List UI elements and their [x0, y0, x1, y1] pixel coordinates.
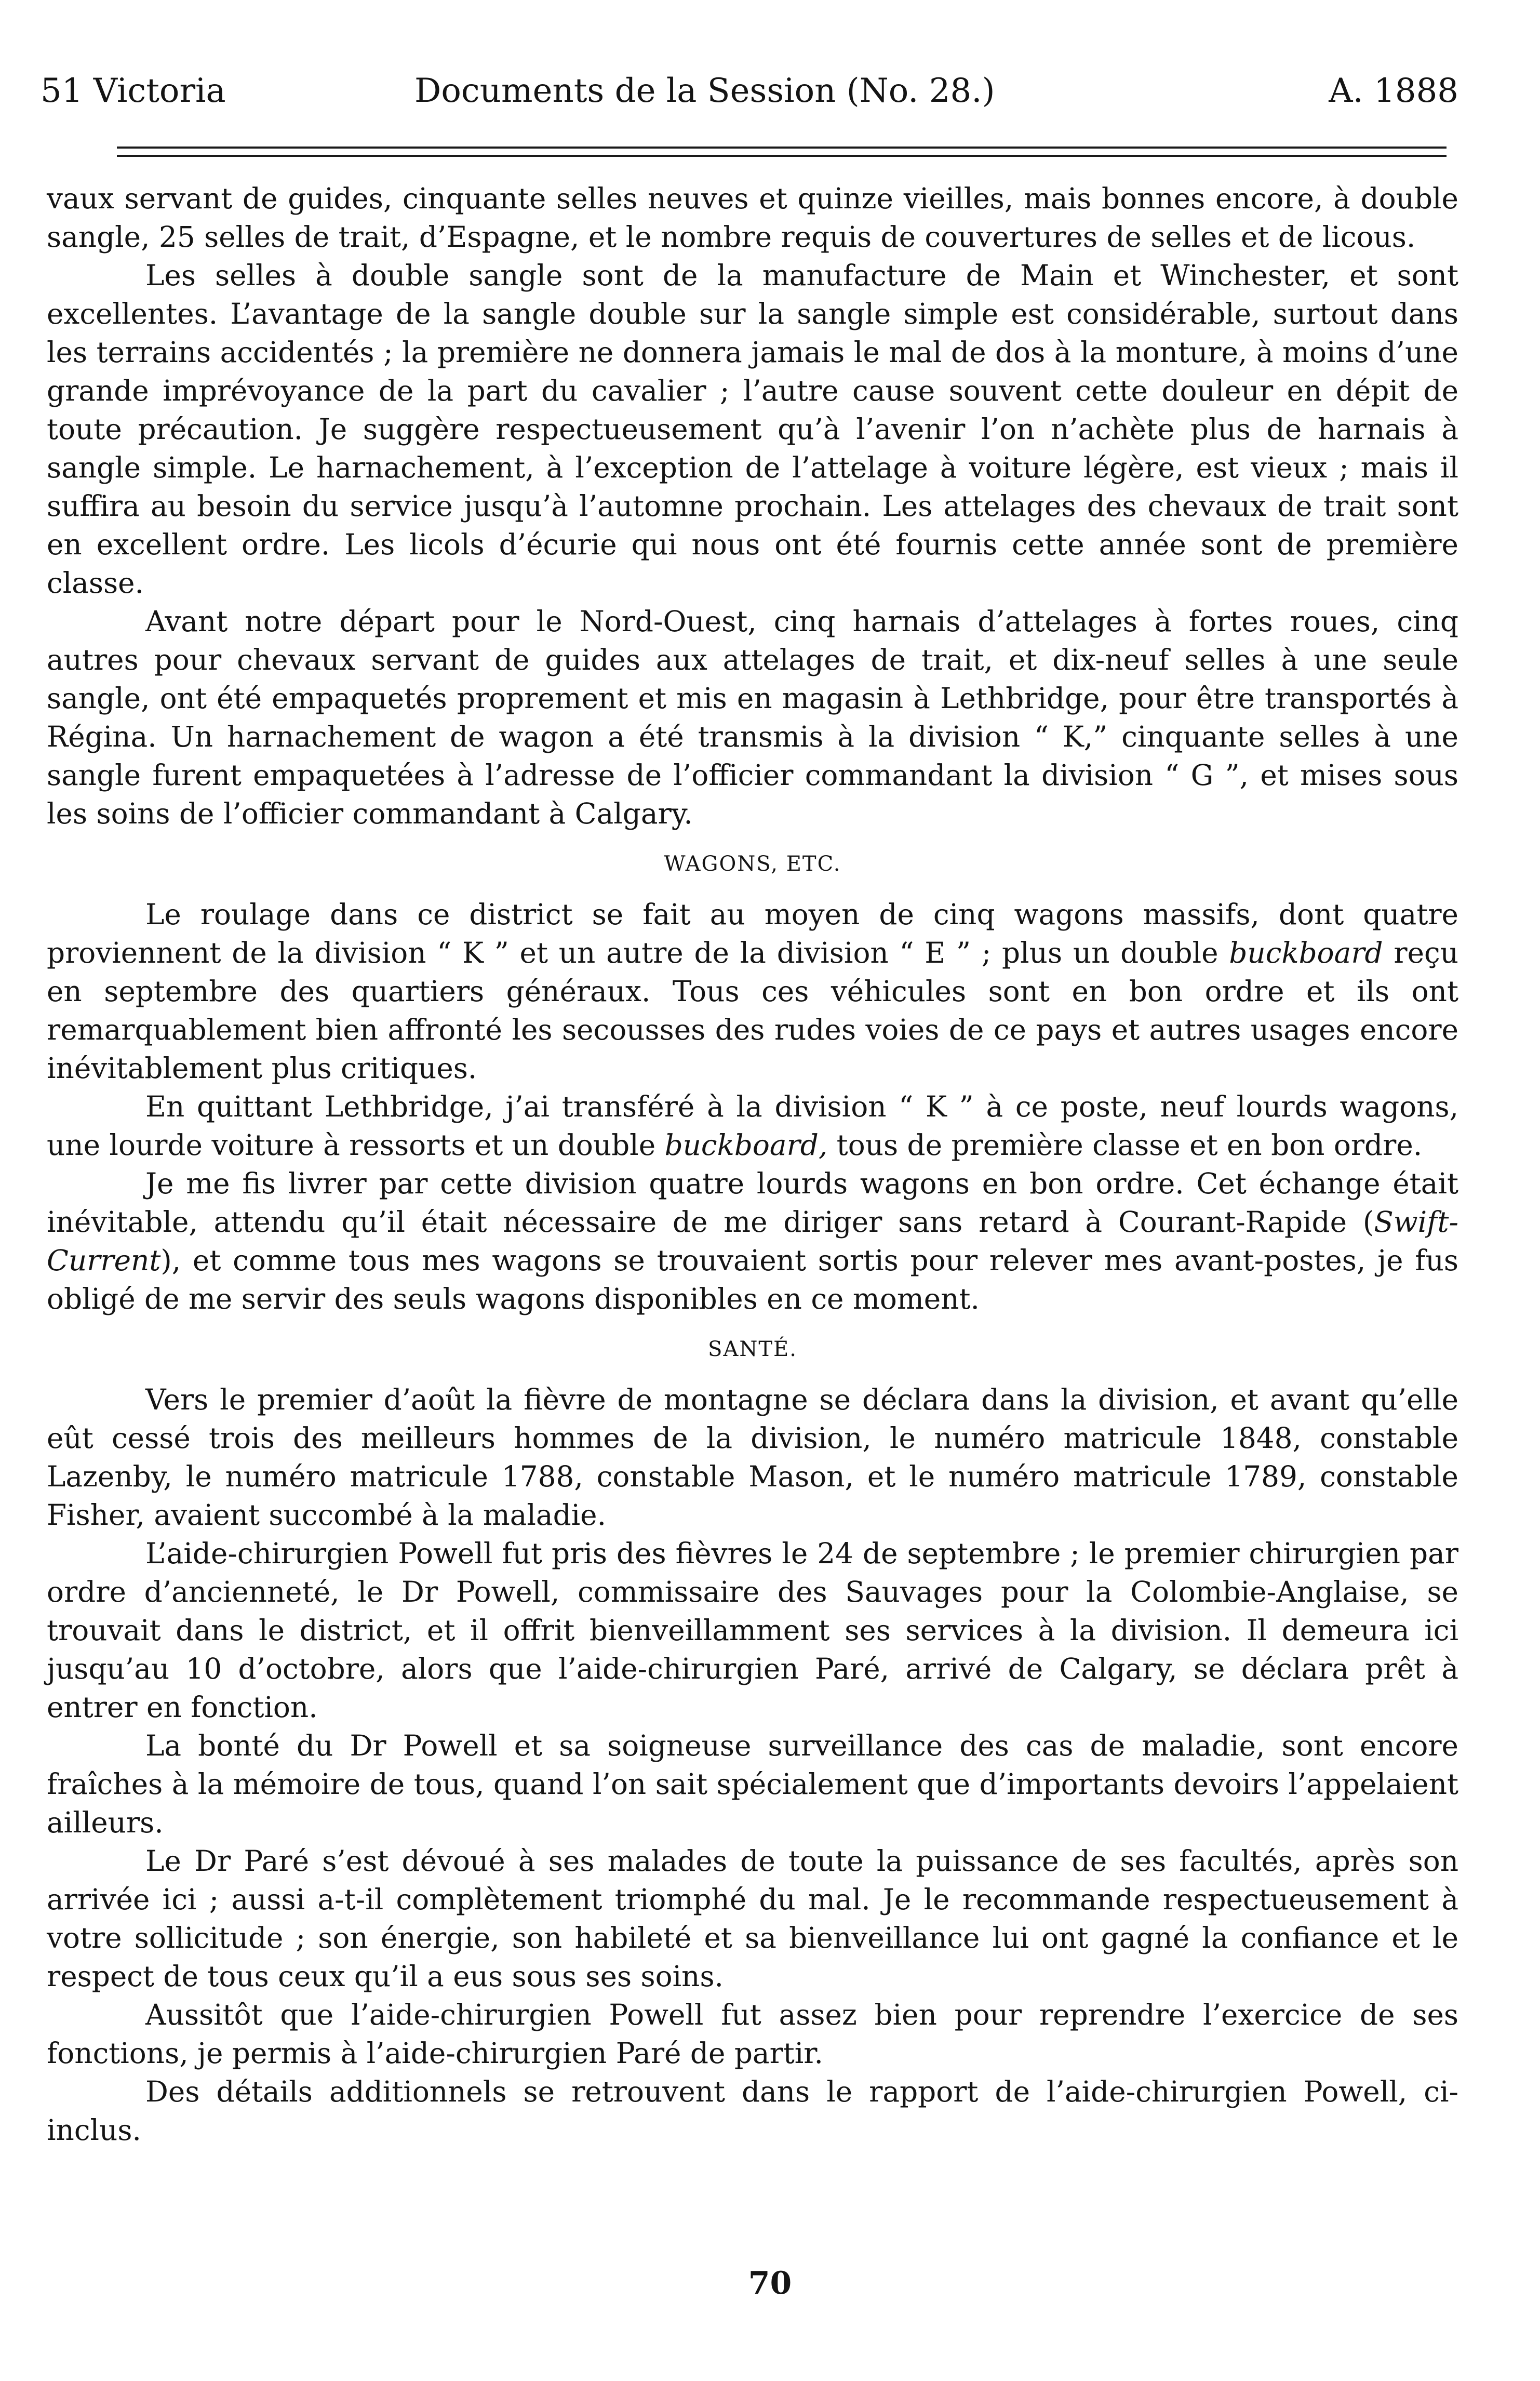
header-rule-bottom — [117, 155, 1447, 157]
paragraph-surgeon-powell: L’aide-chirurgien Powell fut pris des fièvres le 24 de septembre ; le premier chirurgien par ordre d’ancienneté, le Dr Powell, commissaire des Sauvages pour la Colombie-Anglaise, se trouvait dans le district, et il offrit bienveillamment ses services à la division. Il demeura ici jusqu’au 10 d’octobre, alors que l’aide-chirurgien Paré, arrivé de Calgary, se déclara prêt à entrer en fonction. — [47, 1537, 1458, 1724]
page-number: 70 — [748, 2265, 792, 2302]
paragraph-heavy-wagons: Je me fis livrer par cette division quatre lourds wagons en bon ordre. Cet échange était inévitable, attendu qu’il était nécessaire de me diriger sans retard à Courant-Rapide (Swift-Current), et comme tous mes wagons se trouvaient sortis pour relever mes avant-postes, je fus obligé de me servir des seuls wagons disponibles en ce moment. — [47, 1167, 1458, 1315]
paragraph-double-girth: Les selles à double sangle sont de la manufacture de Main et Winchester, et sont excellentes. L’avantage de la sangle double sur la sangle simple est considérable, surtout dans les terrains accidentés ; la première ne donnera jamais le mal de dos à la monture, à moins d’une grande imprévoyance de la part du cavalier ; l’autre cause souvent cette douleur en dépit de toute précaution. Je suggère respectueusement qu’à l’avenir l’on n’achète plus de harnais à sangle simple. Le harnachement, à l’exception de l’attelage à voiture légère, est vieux ; mais il suffira au besoin du service jusqu’à l’automne prochain. Les attelages des chevaux de trait sont en excellent ordre. Les licols d’écurie qui nous ont été fournis cette année sont de première classe. — [47, 259, 1458, 600]
paragraph-departure: Avant notre départ pour le Nord-Ouest, cinq harnais d’attelages à fortes roues, cinq autres pour chevaux servant de guides aux attelages de trait, et dix-neuf selles à une seule sangle, ont été empaquetés proprement et mis en magasin à Lethbridge, pour être transportés à Régina. Un harnachement de wagon a été transmis à la division “ K,” cinquante selles à une sangle furent empaquetées à l’adresse de l’officier commandant la division “ G ”, et mises sous les soins de l’officier commandant à Calgary. — [47, 605, 1458, 830]
section-heading-sante: SANTÉ. — [708, 1337, 797, 1361]
paragraph-wagons: Le roulage dans ce district se fait au moyen de cinq wagons massifs, dont quatre proviennent de la division “ K ” et un autre de la division “ E ” ; plus un double buckboard reçu en septembre des quartiers généraux. Tous ces véhicules sont en bon ordre et ils ont remarquablement bien affronté les secousses des rudes voies de ce pays et autres usages encore inévitablement plus critiques. — [47, 898, 1458, 1085]
header-year-ad: A. 1888 — [1329, 72, 1458, 110]
page-header — [41, 62, 1458, 119]
report-body — [47, 179, 1458, 2149]
paragraph-dr-pare: Le Dr Paré s’est dévoué à ses malades de toute la puissance de ses facultés, après son arrivée ici ; aussi a-t-il complètement triomphé du mal. Je le recommande respectueusement à votre sollicitude ; son énergie, son habileté et sa bienveillance lui ont gagné la confiance et le respect de tous ceux qu’il a eus sous ses soins. — [47, 1844, 1458, 1993]
header-rule-top — [117, 147, 1447, 149]
section-heading-wagons: WAGONS, ETC. — [664, 852, 841, 876]
swift-current-term: Swift-Current — [47, 1205, 1458, 1277]
paragraph-additional-details: Des détails additionnels se retrouvent dans le rapport de l’aide-chirurgien Powell, ci-inclus. — [47, 2075, 1458, 2147]
paragraph-mountain-fever: Vers le premier d’août la fièvre de montagne se déclara dans la division, et avant qu’elle eût cessé trois des meilleurs hommes de la division, le numéro matricule 1848, constable Lazenby, le numéro matricule 1788, constable Mason, et le numéro matricule 1789, constable Fisher, avaient succombé à la maladie. — [47, 1383, 1458, 1532]
buckboard-term: buckboard, — [664, 1128, 828, 1162]
paragraph-lethbridge-transfer: En quittant Lethbridge, j’ai transféré à la division “ K ” à ce poste, neuf lourds wagons, une lourde voiture à ressorts et un double buckboard, tous de première classe et en bon ordre. — [47, 1090, 1458, 1162]
paragraph-pare-departure: Aussitôt que l’aide-chirurgien Powell fut assez bien pour reprendre l’exercice de ses fonctions, je permis à l’aide-chirurgien Paré de partir. — [47, 1998, 1458, 2070]
buckboard-term: buckboard — [1229, 936, 1383, 969]
paragraph-saddles-continued: vaux servant de guides, cinquante selles neuves et quinze vieilles, mais bonnes encore, à double sangle, 25 selles de trait, d’Espagne, et le nombre requis de couvertures de selles et de licous. — [47, 182, 1458, 254]
header-document-title: Documents de la Session (No. 28.) — [414, 72, 995, 110]
header-year-label: 51 Victoria — [41, 72, 226, 110]
paragraph-powell-kindness: La bonté du Dr Powell et sa soigneuse surveillance des cas de maladie, sont encore fraîches à la mémoire de tous, quand l’on sait spécialement que d’importants devoirs l’appelaient ailleurs. — [47, 1729, 1458, 1839]
